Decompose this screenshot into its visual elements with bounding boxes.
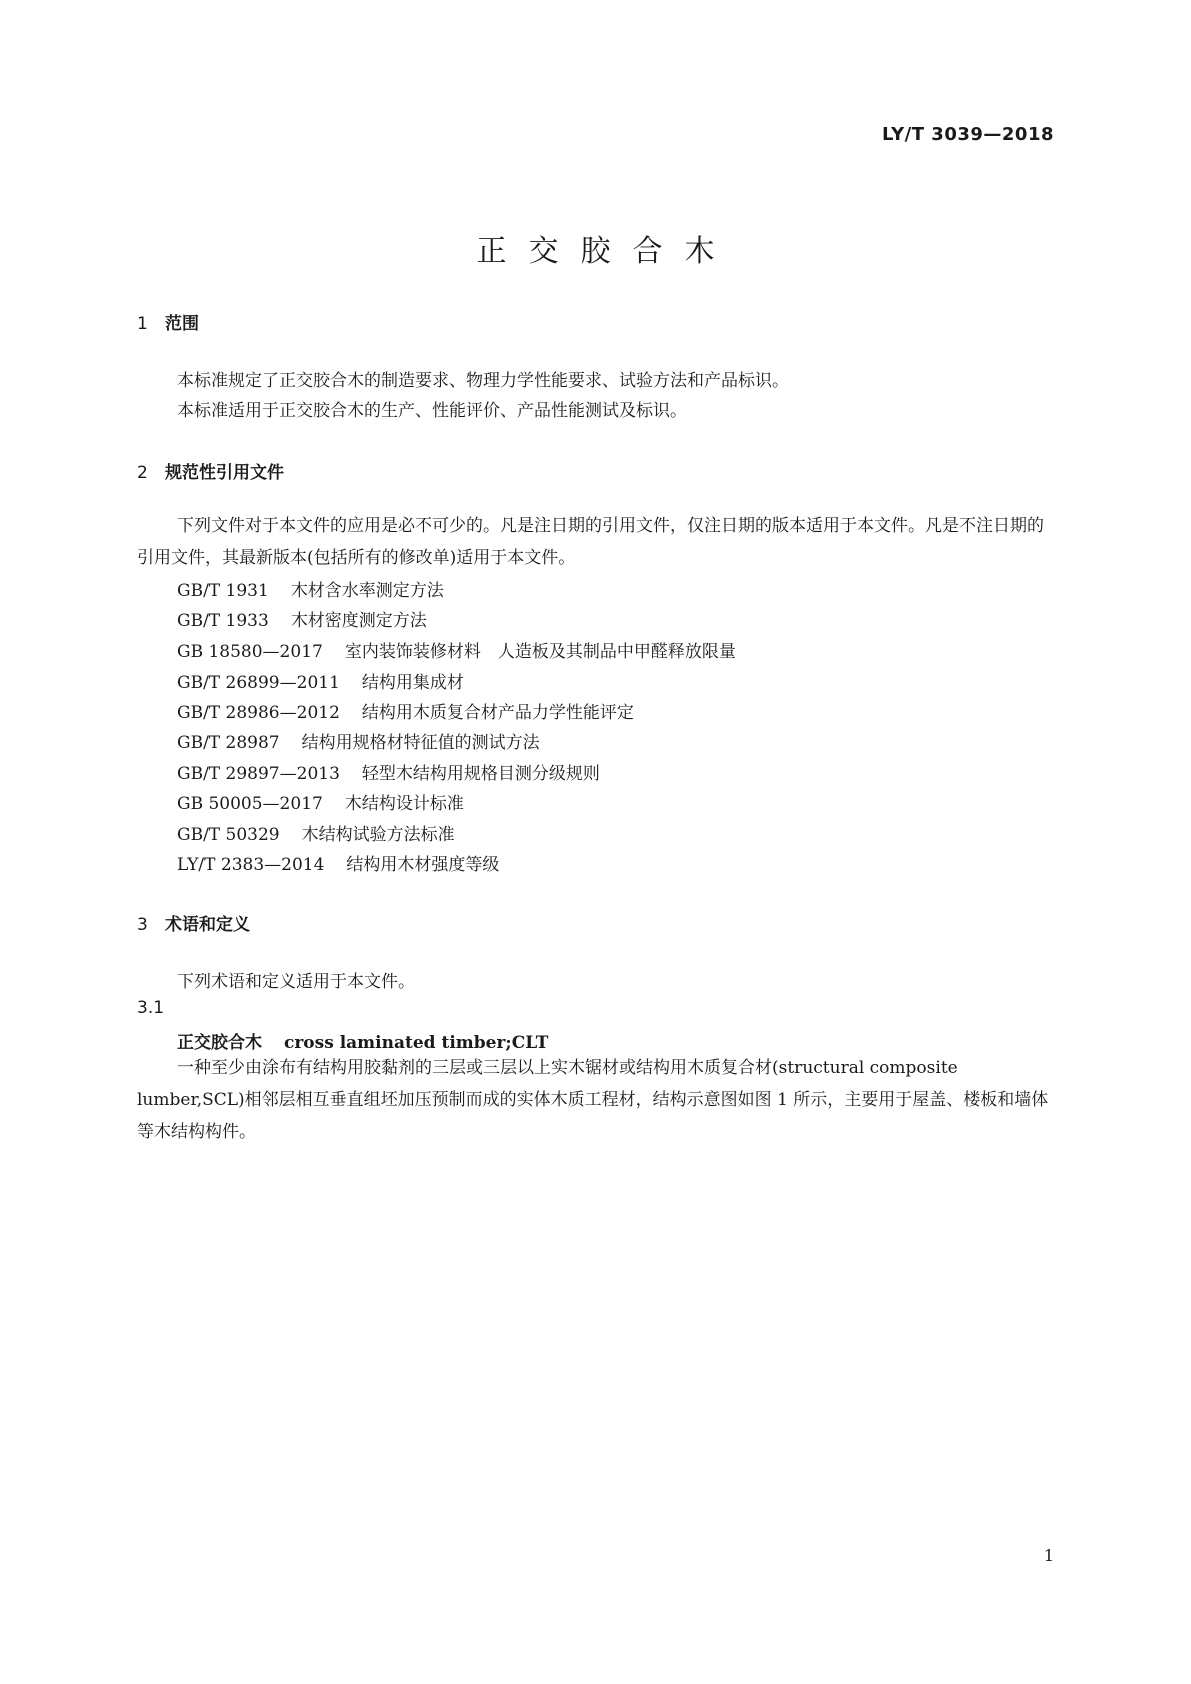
reference-title: 结构用木质复合材产品力学性能评定 [361,703,634,723]
reference-item [177,789,464,814]
section-1-title: 范围 [165,314,199,334]
reference-title: 结构用规格材特征值的测试方法 [301,733,540,753]
reference-title: 室内装饰装修材料 人造板及其制品中甲醛释放限量 [344,642,736,662]
term-chinese: 正交胶合木 [177,1033,262,1053]
section-1-heading [137,309,199,334]
reference-code: GB 50005—2017 [177,794,323,814]
section-2-number: 2 [137,463,148,483]
standard-code: LY/T 3039—2018 [881,124,1054,145]
reference-code: GB/T 28986—2012 [177,703,340,723]
section-3-number: 3 [137,915,148,935]
reference-item [177,759,600,784]
reference-code: GB/T 1933 [177,611,269,631]
reference-item [177,728,540,753]
reference-item [177,576,444,601]
reference-title: 木材含水率测定方法 [290,581,444,601]
reference-code: GB/T 28987 [177,733,280,753]
reference-title: 木结构设计标准 [344,794,464,814]
reference-title: 结构用木材强度等级 [346,855,500,875]
reference-title: 木材密度测定方法 [290,611,427,631]
reference-title: 木结构试验方法标准 [301,825,455,845]
section-2-heading [137,458,284,483]
section-2-intro: 下列文件对于本文件的应用是必不可少的。凡是注日期的引用文件，仅注日期的版本适用于本文件。凡是不注日期的引用文件，其最新版本(包括所有的修改单)适用于本文件。 [137,516,1044,568]
section-3-heading [137,910,250,935]
section-3-intro: 下列术语和定义适用于本文件。 [177,972,415,992]
section-2-title: 规范性引用文件 [165,463,284,483]
reference-title: 结构用集成材 [361,673,464,693]
reference-code: GB 18580—2017 [177,642,323,662]
reference-item [177,668,464,693]
reference-item [177,606,427,631]
term-definition: 一种至少由涂布有结构用胶黏剂的三层或三层以上实木锯材或结构用木质复合材(structural composite lumber,SCL)相邻层相互垂直组坯加压预制而成的实体木质工程材，结构示意图如图 1 所示，主要用于屋盖、楼板和墙体等木结构构件。 [137,1058,1049,1142]
reference-item [177,850,499,875]
reference-code: GB/T 29897—2013 [177,764,340,784]
section-1-number: 1 [137,314,148,334]
reference-item [177,820,455,845]
section-1-line-2: 本标准适用于正交胶合木的生产、性能评价、产品性能测试及标识。 [177,401,687,421]
term-english: cross laminated timber;CLT [284,1033,549,1053]
document-title: 正交胶合木 [476,234,737,269]
reference-code: LY/T 2383—2014 [177,855,325,875]
reference-code: GB/T 1931 [177,581,269,601]
term-number: 3.1 [137,998,165,1018]
section-1-line-1: 本标准规定了正交胶合木的制造要求、物理力学性能要求、试验方法和产品标识。 [177,371,789,391]
reference-code: GB/T 26899—2011 [177,673,340,693]
reference-code: GB/T 50329 [177,825,280,845]
reference-item [177,698,634,723]
page-number: 1 [1043,1546,1054,1565]
reference-item [177,637,736,662]
section-3-title: 术语和定义 [165,915,250,935]
term-heading [177,1028,548,1053]
reference-title: 轻型木结构用规格目测分级规则 [361,764,600,784]
